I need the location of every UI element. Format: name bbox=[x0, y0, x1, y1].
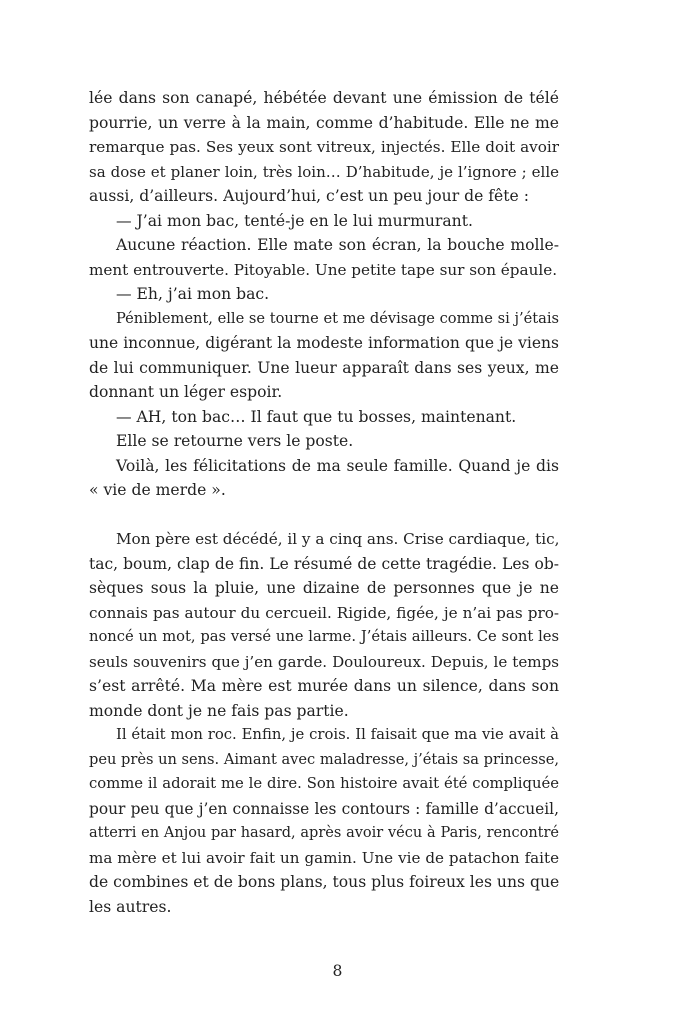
text-line: ment entrouverte. Pitoyable. Une petite tape sur son épaule. bbox=[89, 260, 558, 279]
text-line: sa dose et planer loin, très loin… D’habitude, je l’ignore ; elle bbox=[89, 162, 559, 181]
text-line: les autres. bbox=[89, 897, 172, 916]
text-line: monde dont je ne fais pas partie. bbox=[89, 701, 349, 720]
text-line: une inconnue, digérant la modeste information que je viens bbox=[89, 334, 559, 352]
text-line: ma mère et lui avoir fait un gamin. Une vie de patachon faite bbox=[89, 848, 559, 867]
text-line: pour peu que j’en connaisse les contours : famille d’accueil, bbox=[89, 799, 559, 818]
text-line: — Eh, j’ai mon bac. bbox=[116, 285, 270, 303]
text-line: donnant un léger espoir. bbox=[89, 383, 283, 401]
text-line: Péniblement, elle se tourne et me dévisage comme si j’étais bbox=[116, 309, 559, 327]
text-line: comme il adorait me le dire. Son histoire avait été compliquée bbox=[89, 775, 559, 792]
text-line: noncé un mot, pas versé une larme. J’étais ailleurs. Ce sont les bbox=[89, 628, 559, 645]
text-line: « vie de merde ». bbox=[89, 481, 226, 499]
text-line: Il était mon roc. Enfin, je crois. Il faisait que ma vie avait à bbox=[116, 726, 559, 743]
text-line: Voilà, les félicitations de ma seule famille. Quand je dis bbox=[116, 456, 559, 475]
text-line: connais pas autour du cercueil. Rigide, figée, je n’ai pas pro- bbox=[89, 603, 559, 622]
text-line: remarque pas. Ses yeux sont vitreux, injectés. Elle doit avoir bbox=[89, 138, 559, 156]
text-line: de combines et de bons plans, tous plus foireux les uns que bbox=[89, 873, 560, 891]
paragraph-gap bbox=[89, 503, 559, 528]
text-line: s’est arrêté. Ma mère est murée dans un silence, dans son bbox=[89, 677, 559, 695]
text-line: aussi, d’ailleurs. Aujourd’hui, c’est un peu jour de fête : bbox=[89, 187, 529, 205]
text-line: atterri en Anjou par hasard, après avoir vécu à Paris, rencontré bbox=[89, 825, 559, 841]
text-line: de lui communiquer. Une lueur apparaît dans ses yeux, me bbox=[89, 358, 559, 377]
text-line: seuls souvenirs que j’en garde. Douloureux. Depuis, le temps bbox=[89, 652, 559, 671]
text-line: lée dans son canapé, hébétée devant une émission de télé bbox=[89, 89, 559, 107]
text-line: Aucune réaction. Elle mate son écran, la bouche molle- bbox=[116, 236, 559, 254]
text-line: — J’ai mon bac, tenté-je en le lui murmurant. bbox=[116, 211, 473, 230]
text-line: Elle se retourne vers le poste. bbox=[116, 432, 354, 450]
text-line: sèques sous la pluie, une dizaine de personnes que je ne bbox=[89, 579, 559, 597]
page-body bbox=[89, 86, 559, 919]
page-number: 8 bbox=[332, 962, 343, 980]
text-line: pourrie, un verre à la main, comme d’habitude. Elle ne me bbox=[89, 113, 559, 132]
text-line: tac, boum, clap de fin. Le résumé de cette tragédie. Les ob- bbox=[89, 554, 559, 573]
text-line: — AH, ton bac… Il faut que tu bosses, maintenant. bbox=[116, 407, 517, 426]
text-line: peu près un sens. Aimant avec maladresse, j’étais sa princesse, bbox=[89, 750, 560, 768]
text-line: Mon père est décédé, il y a cinq ans. Crise cardiaque, tic, bbox=[116, 530, 560, 548]
